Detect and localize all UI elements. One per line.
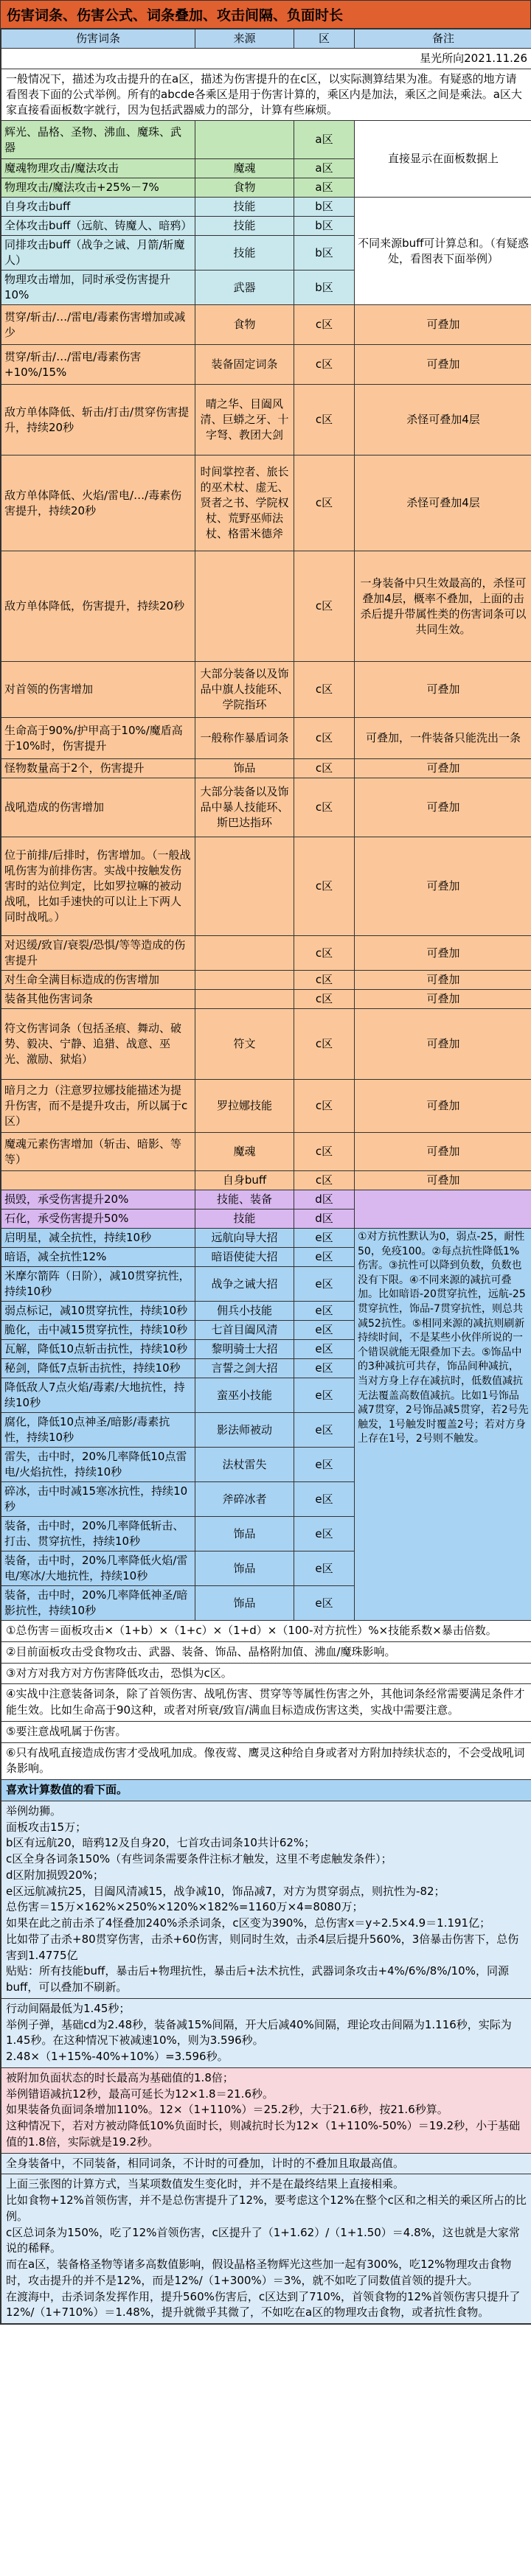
row-zone: a区 [294, 159, 355, 178]
page-title: 伤害词条、伤害公式、词条叠加、攻击间隔、负面时长 [1, 1, 530, 29]
table-row [1, 990, 531, 1009]
example-line: 这种情况下，若对方被动降低10%负面时长，则减抗时长为12×（1+110%-50%）＝19.2秒，小于基础值的1.8倍，实际就是19.2秒。 [6, 2119, 521, 2149]
row-source: 七首目阖风清 [195, 1321, 294, 1340]
row-source: 时间掌控者、旅长的巫术杖、虚无、贤者之书、学院权杖、荒野巫师法杖、格雷米德斧 [195, 455, 294, 551]
row-effect: 弱点标记，减10贯穿抗性，持续10秒 [1, 1302, 195, 1321]
example-block-3 [1, 2067, 531, 2153]
table-row [1, 121, 531, 159]
table-row [1, 345, 531, 385]
header-note: 备注 [355, 29, 531, 49]
note-e: ①对方抗性默认为0，弱点-25，耐性50，免疫100。②每点抗性降低1%伤害。③抗性可以降到负数，负数也没有下限。④不同来源的减抗可叠加。比如暗语-20贯穿抗性，远航-25贯穿抗性，饰品-7贯穿抗性，则总共减52抗性。⑤相同来源的减抗则刷新持续时间，不是某些小伙伴所说的一个错误就能无限叠加下去。⑤饰品中的3种减抗可共存，饰品间种减抗，当对方身上存在减抗时，低数值减抗无法覆盖高数值减抗。比如1号饰品减7贯穿，2号饰品减5贯穿，若2号先触发，1号触发时覆盖2号；若对方身上存在1号，2号则不触发。 [355, 1229, 531, 1621]
row-effect: 物理攻击/魔法攻击+25%－7% [1, 178, 195, 198]
row-zone: e区 [294, 1267, 355, 1302]
row-effect: 位于前排/后排时，伤害增加。（一般战吼伤害为前排伤害。实战中按触发伤害时的站位判定，比如罗拉嘛的被动战吼，比如手速快的可以让上下两人同时战吼。） [1, 837, 195, 936]
row-zone: c区 [294, 305, 355, 345]
row-zone: c区 [294, 551, 355, 662]
row-effect: 贯穿/斩击/…/雷电/毒素伤害增加或减少 [1, 305, 195, 345]
damage-table [1, 29, 531, 2324]
row-source: 饰品 [195, 759, 294, 778]
note-c: 可叠加 [355, 1133, 531, 1171]
formula-row [1, 1621, 531, 1642]
row-zone: b区 [294, 236, 355, 270]
row-source: 法杖雷失 [195, 1448, 294, 1482]
row-zone: c区 [294, 778, 355, 837]
row-effect: 降低敌人7点火焰/毒素/大地抗性，持续10秒 [1, 1378, 195, 1413]
note-c: 可叠加 [355, 837, 531, 936]
row-source: 饰品 [195, 1551, 294, 1586]
example-line: e区远航减抗25，目阖风清减15，战争减10，饰品减7，对方为贯穿弱点，则抗性为-82； [6, 1884, 445, 1898]
row-source: 影法师被动 [195, 1413, 294, 1448]
example-head-row [1, 1780, 531, 1801]
table-row [1, 1171, 531, 1190]
table-row [1, 551, 531, 662]
row-source: 魔魂 [195, 159, 294, 178]
row-source: 战争之诫大招 [195, 1267, 294, 1302]
example-line: 而在a区，装备格圣物等诸多高数值影响，假设晶格圣物辉光这些加一起有300%，吃12%物理攻击食物时，攻击提升的并不是12%，而是12%/（1+300%）＝3%，就不如吃了同数值首领的提升大。 [6, 2258, 512, 2287]
intro-row [1, 69, 531, 121]
row-zone: e区 [294, 1413, 355, 1448]
row-source: 技能 [195, 198, 294, 217]
row-effect: 敌方单体降低、火焰/雷电/…/毒素伤害提升，持续20秒 [1, 455, 195, 551]
table-row [1, 759, 531, 778]
row-source: 黎明骑士大招 [195, 1340, 294, 1359]
example-line: b区有远航20，暗鸦12及自身20，七首攻击词条10共计62%； [6, 1836, 316, 1850]
formula-line: ④实战中注意装备词条，除了首领伤害、战吼伤害、贯穿等等属性伤害之外，其他词条经常需要满足条件才能生效。比如生命高于90这种，或者对所衰/致盲/满血目标造成伤害这类，实战中需要注意。 [1, 1684, 531, 1722]
row-zone: e区 [294, 1321, 355, 1340]
row-zone: d区 [294, 1190, 355, 1210]
example-block [1, 2153, 531, 2174]
row-source [195, 936, 294, 971]
example-line: 举例幼狮。 [6, 1804, 62, 1818]
row-zone: c区 [294, 837, 355, 936]
row-effect: 敌方单体降低，伤害提升，持续20秒 [1, 551, 195, 662]
row-source: 罗拉娜技能 [195, 1080, 294, 1133]
row-source: 魔魂 [195, 1133, 294, 1171]
date-stamp: 星光所向2021.11.26 [1, 49, 531, 69]
note-c: 可叠加 [355, 1080, 531, 1133]
row-zone: c区 [294, 759, 355, 778]
formula-row [1, 1721, 531, 1742]
formula-row [1, 1663, 531, 1684]
row-source: 技能、装备 [195, 1190, 294, 1210]
header-zone: 区 [294, 29, 355, 49]
example-line: 如果在此之前击杀了4怪叠加240%杀杀词条，c区变为390%，总伤害x＝y÷2.5×4.9＝1.191亿； [6, 1916, 491, 1930]
row-zone: c区 [294, 1009, 355, 1080]
table-header-row [1, 29, 531, 49]
row-zone: c区 [294, 662, 355, 718]
example-line: 总伤害＝15万×162%×250%×120%×182%=1160万×4=8080万； [6, 1900, 364, 1914]
row-source: 佣兵小技能 [195, 1302, 294, 1321]
row-effect: 秘剑，降低7点斩击抗性，持续10秒 [1, 1359, 195, 1378]
row-effect: 碎冰，击中时减15寒冰抗性，持续10秒 [1, 1482, 195, 1517]
note-c: 可叠加 [355, 662, 531, 718]
formula-line: ①总伤害＝面板攻击×（1+b）×（1+c）×（1+d）×（100-对方抗性）%×技能系数×暴击倍数。 [1, 1621, 531, 1642]
row-source: 食物 [195, 178, 294, 198]
note-c: 可叠加 [355, 305, 531, 345]
row-source [195, 837, 294, 936]
row-source [195, 971, 294, 990]
row-zone: e区 [294, 1517, 355, 1551]
row-zone: c区 [294, 345, 355, 385]
example-line: 行动间隔最低为1.45秒； [6, 2001, 131, 2015]
note-c: 可叠加 [355, 936, 531, 971]
note-c: 一身装备中只生效最高的，杀怪可叠加4层，概率不叠加，上面的击杀后提升带属性类的伤害词条可以共同生效。 [355, 551, 531, 662]
example-line: d区附加损毁20%； [6, 1868, 104, 1882]
example-block-2 [1, 1998, 531, 2067]
row-source [195, 551, 294, 662]
row-source: 自身buff [195, 1171, 294, 1190]
note-c: 可叠加 [355, 990, 531, 1009]
note-c: 可叠加，一件装备只能洗出一条 [355, 718, 531, 759]
row-effect: 全体攻击buff（远航、铸魔人、暗鸦） [1, 217, 195, 236]
header-source: 来源 [195, 29, 294, 49]
row-effect: 符文伤害词条（包括圣痕、舞动、破势、毅决、宁静、追猎、战意、巫光、激励、狱焰） [1, 1009, 195, 1080]
row-source: 大部分装备以及饰品中旗人技能环、学院指环 [195, 662, 294, 718]
row-zone: b区 [294, 217, 355, 236]
row-effect: 敌方单体降低、斩击/打击/贯穿伤害提升，持续20秒 [1, 385, 195, 455]
note-d [355, 1190, 531, 1229]
row-source: 技能 [195, 217, 294, 236]
formula-row [1, 1684, 531, 1722]
row-effect: 装备其他伤害词条 [1, 990, 195, 1009]
example-line: 比如食物+12%首领伤害，并不是总伤害提升了12%，要考虑这个12%在整个c区和之相关的乘区所占的比例。 [6, 2193, 527, 2223]
example-line: 在渡海中，击杀词条发挥作用，提升560%伤害后，c区达到了710%，首领食物的12%首领伤害只提升了12%/（1+710%）＝1.48%，提升就微乎其微了，不如吃在a区的物理攻击食物，或者抗性食物。 [6, 2289, 521, 2320]
row-effect: 对生命全满目标造成的伤害增加 [1, 971, 195, 990]
row-zone: e区 [294, 1359, 355, 1378]
example-block-5 [1, 2174, 531, 2324]
table-row [1, 1190, 531, 1210]
row-zone: c区 [294, 936, 355, 971]
formula-line: ②目前面板攻击受食物攻击、武器、装备、饰品、晶格附加值、沸血/魔珠影响。 [1, 1641, 531, 1663]
row-effect: 装备，击中时，20%几率降低神圣/暗影抗性，持续10秒 [1, 1586, 195, 1621]
example-block-4 [1, 2153, 531, 2174]
row-effect: 暗语，减全抗性12% [1, 1248, 195, 1267]
row-zone: e区 [294, 1302, 355, 1321]
row-source: 蛮巫小技能 [195, 1378, 294, 1413]
example-line: 如果装备负面词条增加110%。12×（1+110%）＝25.2秒，大于21.6秒，按21.6秒算。 [6, 2103, 448, 2117]
row-effect: 启明星，减全抗性，持续10秒 [1, 1229, 195, 1248]
table-row [1, 1009, 531, 1080]
row-effect: 魔魂物理攻击/魔法攻击 [1, 159, 195, 178]
note-c: 可叠加 [355, 759, 531, 778]
table-row [1, 778, 531, 837]
row-zone: c区 [294, 1171, 355, 1190]
formula-row [1, 1742, 531, 1780]
example-line: 举例错语减抗12秒，最高可延长为12×1.8＝21.6秒。 [6, 2087, 274, 2101]
row-effect [1, 1171, 195, 1190]
row-effect: 同排攻击buff（战争之诫、月箭/斩魔人） [1, 236, 195, 270]
table-row [1, 971, 531, 990]
row-zone: e区 [294, 1378, 355, 1413]
note-c: 可叠加 [355, 345, 531, 385]
table-row [1, 1080, 531, 1133]
row-effect: 瓦解，降低10点斩击抗性，持续10秒 [1, 1340, 195, 1359]
example-line: 举例子弹，基础cd为2.48秒，装备减15%间隔，开大后减40%间隔，理论攻击间隔为1.116秒，实际为1.45秒。在这种情况下被减速10%，则为3.596秒。 [6, 2017, 512, 2048]
example-block-1 [1, 1801, 531, 1998]
row-effect: 辉光、晶格、圣物、沸血、魔珠、武器 [1, 121, 195, 159]
row-effect: 物理攻击增加，同时承受伤害提升10% [1, 270, 195, 305]
row-source: 大部分装备以及饰品中暴人技能环、斯巴达指环 [195, 778, 294, 837]
row-zone: c区 [294, 455, 355, 551]
formula-line: ⑤要注意战吼属于伤害。 [1, 1721, 531, 1742]
row-source: 一般称作暴盾词条 [195, 718, 294, 759]
row-zone: c区 [294, 385, 355, 455]
table-row [1, 385, 531, 455]
table-row [1, 837, 531, 936]
note-c: 可叠加 [355, 1009, 531, 1080]
row-source: 武器 [195, 270, 294, 305]
row-source: 装备固定词条 [195, 345, 294, 385]
example-block [1, 1998, 531, 2067]
header-effect: 伤害词条 [1, 29, 195, 49]
table-row [1, 198, 531, 217]
row-zone: c区 [294, 718, 355, 759]
row-zone: e区 [294, 1340, 355, 1359]
row-zone: c区 [294, 990, 355, 1009]
row-effect: 脆化，击中减15贯穿抗性，持续10秒 [1, 1321, 195, 1340]
row-zone: e区 [294, 1448, 355, 1482]
row-effect: 腐化，降低10点神圣/暗影/毒素抗性，持续10秒 [1, 1413, 195, 1448]
row-effect: 对首领的伤害增加 [1, 662, 195, 718]
row-source: 符文 [195, 1009, 294, 1080]
note-a: 直接显示在面板数据上 [355, 121, 531, 198]
example-line: c区总词条为150%，吃了12%首领伤害，c区提升了（1+1.62）/（1+1.50）＝4.8%，这也就是大家常说的稀释。 [6, 2225, 520, 2255]
row-effect: 魔魂元素伤害增加（斩击、暗影、等等） [1, 1133, 195, 1171]
row-effect: 贯穿/斩击/…/雷电/毒素伤害+10%/15% [1, 345, 195, 385]
example-line: 面板攻击15万； [6, 1820, 87, 1834]
row-effect: 生命高于90%/护甲高于10%/魔盾高于10%时，伤害提升 [1, 718, 195, 759]
row-zone: c区 [294, 1080, 355, 1133]
example-block [1, 2067, 531, 2153]
formula-line: ③对方对我方对方伤害降低攻击，恐惧为c区。 [1, 1663, 531, 1684]
row-effect: 装备，击中时，20%几率降低斩击、打击、贯穿抗性，持续10秒 [1, 1517, 195, 1551]
row-zone: c区 [294, 1133, 355, 1171]
formula-row [1, 1641, 531, 1663]
example-line: 2.48×（1+15%-40%+10%）=3.596秒。 [6, 2050, 229, 2063]
table-row [1, 1133, 531, 1171]
table-row [1, 455, 531, 551]
row-zone: e区 [294, 1482, 355, 1517]
row-source [195, 990, 294, 1009]
example-line: 全身装备中，不同装备，相同词条，不计时的可叠加，计时的不叠加且取最高值。 [6, 2156, 405, 2170]
table-row [1, 718, 531, 759]
table-row [1, 936, 531, 971]
row-source: 晴之华、目阖风清、巨蟒之牙、十字弩、教团大剑 [195, 385, 294, 455]
row-zone: e区 [294, 1551, 355, 1586]
row-effect: 对迟缓/致盲/衰裂/恐惧/等等造成的伤害提升 [1, 936, 195, 971]
row-source: 斧碎冰者 [195, 1482, 294, 1517]
table-row [1, 1229, 531, 1248]
row-source: 技能 [195, 236, 294, 270]
row-effect: 装备，击中时，20%几率降低火焰/雷电/寒冰/大地抗性，持续10秒 [1, 1551, 195, 1586]
row-effect: 米摩尔箭阵（日阶），减10贯穿抗性，持续10秒 [1, 1267, 195, 1302]
row-effect: 战吼造成的伤害增加 [1, 778, 195, 837]
intro-text: 一般情况下，描述为攻击提升的在a区，描述为伤害提升的在c区，以实际测算结果为准。有疑惑的地方请看图表下面的公式举例。所有的abcde各乘区是用于伤害计算的，乘区内是加法，乘区之间是乘法。a区大家直接看面板数字就行，因为包括武器威力的部分，计算有些麻烦。 [1, 69, 531, 121]
row-effect: 雷失，击中时，20%几率降低10点雷电/火焰抗性，持续10秒 [1, 1448, 195, 1482]
row-zone: e区 [294, 1586, 355, 1621]
row-effect: 暗月之力（注意罗拉娜技能描述为提升伤害，而不是提升攻击，所以属于c区） [1, 1080, 195, 1133]
row-zone: e区 [294, 1248, 355, 1267]
table-row [1, 662, 531, 718]
row-source: 饰品 [195, 1517, 294, 1551]
row-zone: a区 [294, 178, 355, 198]
row-source: 远航向导大招 [195, 1229, 294, 1248]
note-c: 杀怪可叠加4层 [355, 385, 531, 455]
row-source: 饰品 [195, 1586, 294, 1621]
example-title: 喜欢计算数值的看下面。 [1, 1780, 531, 1801]
note-c: 可叠加 [355, 1171, 531, 1190]
row-zone: c区 [294, 971, 355, 990]
row-zone: a区 [294, 121, 355, 159]
note-c: 可叠加 [355, 778, 531, 837]
row-zone: b区 [294, 198, 355, 217]
row-source [195, 121, 294, 159]
row-effect: 石化，承受伤害提升50% [1, 1210, 195, 1229]
row-effect: 损毁，承受伤害提升20% [1, 1190, 195, 1210]
row-source: 技能 [195, 1210, 294, 1229]
row-zone: d区 [294, 1210, 355, 1229]
date-row [1, 49, 531, 69]
example-block [1, 1801, 531, 1998]
note-c: 可叠加 [355, 971, 531, 990]
example-line: 贴贴：所有技能buff，暴击后+物理抗性，暴击后+法术抗性，武器词条攻击+4%/6%/8%/10%，同源buff，可以叠加不刷新。 [6, 1964, 509, 1994]
row-source: 暗语使徒大招 [195, 1248, 294, 1267]
row-zone: b区 [294, 270, 355, 305]
row-zone: e区 [294, 1229, 355, 1248]
example-line: 上面三张图的计算方式，当某项数值发生变化时，并不是在最终结果上直接相乘。 [6, 2177, 405, 2191]
example-line: 比如带了击杀+80贯穿伤害，击杀+60伤害，则同时生效，击杀4层后提升560%，3倍暴击伤害下，总伤害到1.4775亿 [6, 1932, 519, 1962]
formula-line: ⑥只有战吼直接造成伤害才受战吼加成。像夜莺、鹰灵这种给自身或者对方附加持续状态的，不会受战吼词条影响。 [1, 1742, 531, 1780]
table-row [1, 305, 531, 345]
row-source: 食物 [195, 305, 294, 345]
example-line: c区全身各词条150%（有些词条需要条件注标才触发，这里不考虑触发条件）； [6, 1852, 392, 1865]
note-c: 杀怪可叠加4层 [355, 455, 531, 551]
row-effect: 自身攻击buff [1, 198, 195, 217]
note-b: 不同来源buff可计算总和。（有疑惑处，看图表下面举例） [355, 198, 531, 305]
row-source: 言誓之剑大招 [195, 1359, 294, 1378]
example-block [1, 2174, 531, 2324]
row-effect: 怪物数量高于2个，伤害提升 [1, 759, 195, 778]
example-line: 被附加负面状态的时长最高为基础值的1.8倍； [6, 2070, 234, 2084]
